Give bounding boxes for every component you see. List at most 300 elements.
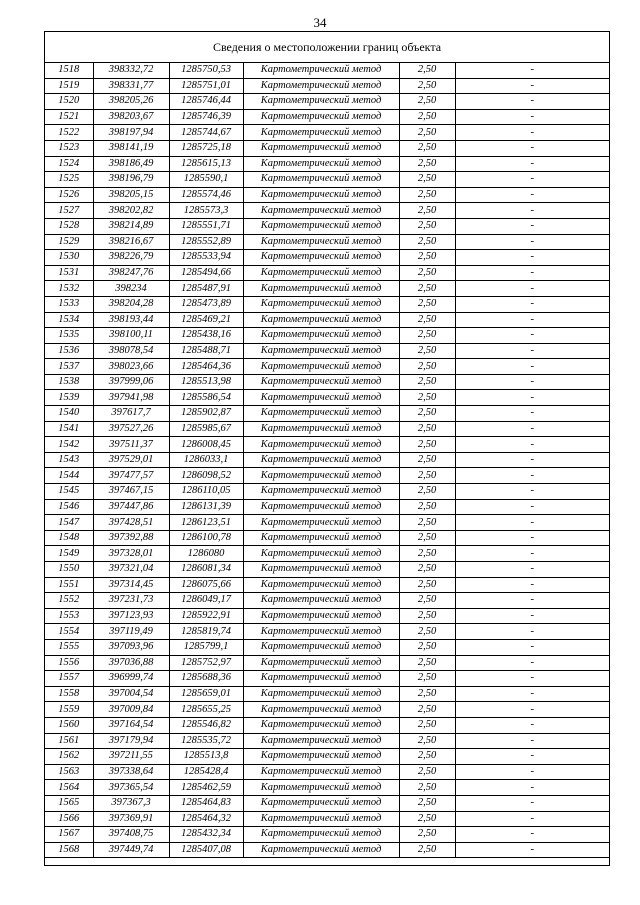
x-coordinate-cell: 397179,94: [93, 733, 169, 749]
y-coordinate-cell: 1285533,94: [169, 250, 243, 266]
note-cell: -: [455, 452, 609, 468]
table-row: [45, 686, 609, 702]
note-cell: -: [455, 639, 609, 655]
accuracy-cell: 2,50: [399, 546, 455, 562]
y-coordinate-cell: 1285573,3: [169, 203, 243, 219]
y-coordinate-cell: 1286110,05: [169, 484, 243, 500]
point-number-cell: 1524: [45, 156, 93, 172]
method-cell: Картометрический метод: [243, 827, 399, 843]
method-cell: Картометрический метод: [243, 515, 399, 531]
y-coordinate-cell: 1286123,51: [169, 515, 243, 531]
y-coordinate-cell: 1285428,4: [169, 764, 243, 780]
accuracy-cell: 2,50: [399, 437, 455, 453]
table-row: [45, 655, 609, 671]
table-row: [45, 78, 609, 94]
x-coordinate-cell: 398205,26: [93, 94, 169, 110]
method-cell: Картометрический метод: [243, 421, 399, 437]
point-number-cell: 1555: [45, 639, 93, 655]
accuracy-cell: 2,50: [399, 484, 455, 500]
accuracy-cell: 2,50: [399, 702, 455, 718]
x-coordinate-cell: 397529,01: [93, 452, 169, 468]
y-coordinate-cell: 1285464,32: [169, 811, 243, 827]
method-cell: Картометрический метод: [243, 468, 399, 484]
table-row: [45, 717, 609, 733]
y-coordinate-cell: 1285574,46: [169, 187, 243, 203]
accuracy-cell: 2,50: [399, 827, 455, 843]
accuracy-cell: 2,50: [399, 140, 455, 156]
y-coordinate-cell: 1285744,67: [169, 125, 243, 141]
note-cell: -: [455, 577, 609, 593]
note-cell: -: [455, 655, 609, 671]
method-cell: Картометрический метод: [243, 530, 399, 546]
method-cell: Картометрический метод: [243, 281, 399, 297]
method-cell: Картометрический метод: [243, 811, 399, 827]
x-coordinate-cell: 397321,04: [93, 562, 169, 578]
method-cell: Картометрический метод: [243, 312, 399, 328]
note-cell: -: [455, 827, 609, 843]
method-cell: Картометрический метод: [243, 78, 399, 94]
note-cell: -: [455, 764, 609, 780]
note-cell: -: [455, 484, 609, 500]
note-cell: -: [455, 374, 609, 390]
x-coordinate-cell: 397367,3: [93, 795, 169, 811]
note-cell: -: [455, 281, 609, 297]
accuracy-cell: 2,50: [399, 655, 455, 671]
accuracy-cell: 2,50: [399, 78, 455, 94]
x-coordinate-cell: 398204,28: [93, 296, 169, 312]
note-cell: -: [455, 468, 609, 484]
note-cell: -: [455, 265, 609, 281]
table-row: [45, 562, 609, 578]
point-number-cell: 1562: [45, 749, 93, 765]
point-number-cell: 1565: [45, 795, 93, 811]
x-coordinate-cell: 397314,45: [93, 577, 169, 593]
x-coordinate-cell: 397119,49: [93, 624, 169, 640]
x-coordinate-cell: 397231,73: [93, 593, 169, 609]
point-number-cell: 1520: [45, 94, 93, 110]
x-coordinate-cell: 397211,55: [93, 749, 169, 765]
point-number-cell: 1527: [45, 203, 93, 219]
point-number-cell: 1557: [45, 671, 93, 687]
table-row: [45, 764, 609, 780]
method-cell: Картометрический метод: [243, 172, 399, 188]
table-row: [45, 125, 609, 141]
table-row: [45, 328, 609, 344]
accuracy-cell: 2,50: [399, 795, 455, 811]
point-number-cell: 1525: [45, 172, 93, 188]
table-row: [45, 374, 609, 390]
y-coordinate-cell: 1285469,21: [169, 312, 243, 328]
point-number-cell: 1563: [45, 764, 93, 780]
note-cell: -: [455, 390, 609, 406]
y-coordinate-cell: 1285655,25: [169, 702, 243, 718]
y-coordinate-cell: 1285688,36: [169, 671, 243, 687]
accuracy-cell: 2,50: [399, 250, 455, 266]
method-cell: Картометрический метод: [243, 343, 399, 359]
y-coordinate-cell: 1285819,74: [169, 624, 243, 640]
note-cell: -: [455, 593, 609, 609]
point-number-cell: 1560: [45, 717, 93, 733]
point-number-cell: 1531: [45, 265, 93, 281]
y-coordinate-cell: 1285464,83: [169, 795, 243, 811]
x-coordinate-cell: 397511,37: [93, 437, 169, 453]
table-row: [45, 312, 609, 328]
x-coordinate-cell: 398202,82: [93, 203, 169, 219]
method-cell: Картометрический метод: [243, 374, 399, 390]
note-cell: -: [455, 749, 609, 765]
accuracy-cell: 2,50: [399, 359, 455, 375]
accuracy-cell: 2,50: [399, 515, 455, 531]
y-coordinate-cell: 1285407,08: [169, 842, 243, 858]
table-row: [45, 733, 609, 749]
y-coordinate-cell: 1285546,82: [169, 717, 243, 733]
method-cell: Картометрический метод: [243, 390, 399, 406]
x-coordinate-cell: 398100,11: [93, 328, 169, 344]
x-coordinate-cell: 397467,15: [93, 484, 169, 500]
accuracy-cell: 2,50: [399, 577, 455, 593]
y-coordinate-cell: 1286098,52: [169, 468, 243, 484]
y-coordinate-cell: 1286100,78: [169, 530, 243, 546]
method-cell: Картометрический метод: [243, 780, 399, 796]
note-cell: -: [455, 780, 609, 796]
accuracy-cell: 2,50: [399, 343, 455, 359]
accuracy-cell: 2,50: [399, 764, 455, 780]
accuracy-cell: 2,50: [399, 733, 455, 749]
accuracy-cell: 2,50: [399, 842, 455, 858]
note-cell: -: [455, 94, 609, 110]
method-cell: Картометрический метод: [243, 296, 399, 312]
point-number-cell: 1522: [45, 125, 93, 141]
accuracy-cell: 2,50: [399, 686, 455, 702]
accuracy-cell: 2,50: [399, 187, 455, 203]
accuracy-cell: 2,50: [399, 109, 455, 125]
accuracy-cell: 2,50: [399, 452, 455, 468]
point-number-cell: 1550: [45, 562, 93, 578]
method-cell: Картометрический метод: [243, 499, 399, 515]
table-row: [45, 577, 609, 593]
accuracy-cell: 2,50: [399, 328, 455, 344]
method-cell: Картометрический метод: [243, 717, 399, 733]
y-coordinate-cell: 1286033,1: [169, 452, 243, 468]
y-coordinate-cell: 1286008,45: [169, 437, 243, 453]
table-row: [45, 359, 609, 375]
table-row: [45, 187, 609, 203]
x-coordinate-cell: 398247,76: [93, 265, 169, 281]
method-cell: Картометрический метод: [243, 702, 399, 718]
point-number-cell: 1528: [45, 218, 93, 234]
table-row: [45, 530, 609, 546]
y-coordinate-cell: 1285746,39: [169, 109, 243, 125]
method-cell: Картометрический метод: [243, 94, 399, 110]
point-number-cell: 1529: [45, 234, 93, 250]
table-row: [45, 109, 609, 125]
y-coordinate-cell: 1285513,8: [169, 749, 243, 765]
table-row: [45, 749, 609, 765]
y-coordinate-cell: 1285464,36: [169, 359, 243, 375]
coordinates-table: [45, 62, 609, 858]
accuracy-cell: 2,50: [399, 608, 455, 624]
table-row: [45, 702, 609, 718]
point-number-cell: 1519: [45, 78, 93, 94]
x-coordinate-cell: 397527,26: [93, 421, 169, 437]
note-cell: -: [455, 811, 609, 827]
table-row: [45, 624, 609, 640]
table-row: [45, 406, 609, 422]
boundary-table-frame: [44, 31, 610, 866]
accuracy-cell: 2,50: [399, 265, 455, 281]
note-cell: -: [455, 406, 609, 422]
note-cell: -: [455, 109, 609, 125]
note-cell: -: [455, 156, 609, 172]
table-row: [45, 250, 609, 266]
accuracy-cell: 2,50: [399, 203, 455, 219]
method-cell: Картометрический метод: [243, 686, 399, 702]
x-coordinate-cell: 398023,66: [93, 359, 169, 375]
table-row: [45, 468, 609, 484]
table-row: [45, 390, 609, 406]
x-coordinate-cell: 397328,01: [93, 546, 169, 562]
point-number-cell: 1566: [45, 811, 93, 827]
point-number-cell: 1541: [45, 421, 93, 437]
x-coordinate-cell: 397408,75: [93, 827, 169, 843]
point-number-cell: 1559: [45, 702, 93, 718]
y-coordinate-cell: 1285922,91: [169, 608, 243, 624]
note-cell: -: [455, 842, 609, 858]
y-coordinate-cell: 1285535,72: [169, 733, 243, 749]
point-number-cell: 1540: [45, 406, 93, 422]
table-row: [45, 218, 609, 234]
note-cell: -: [455, 234, 609, 250]
x-coordinate-cell: 397477,57: [93, 468, 169, 484]
note-cell: -: [455, 686, 609, 702]
accuracy-cell: 2,50: [399, 94, 455, 110]
method-cell: Картометрический метод: [243, 187, 399, 203]
accuracy-cell: 2,50: [399, 671, 455, 687]
y-coordinate-cell: 1285750,53: [169, 63, 243, 79]
x-coordinate-cell: 398216,67: [93, 234, 169, 250]
accuracy-cell: 2,50: [399, 530, 455, 546]
accuracy-cell: 2,50: [399, 562, 455, 578]
point-number-cell: 1530: [45, 250, 93, 266]
method-cell: Картометрический метод: [243, 624, 399, 640]
x-coordinate-cell: 397164,54: [93, 717, 169, 733]
y-coordinate-cell: 1285902,87: [169, 406, 243, 422]
x-coordinate-cell: 398078,54: [93, 343, 169, 359]
method-cell: Картометрический метод: [243, 546, 399, 562]
note-cell: -: [455, 437, 609, 453]
point-number-cell: 1521: [45, 109, 93, 125]
method-cell: Картометрический метод: [243, 156, 399, 172]
table-row: [45, 484, 609, 500]
table-row: [45, 94, 609, 110]
point-number-cell: 1534: [45, 312, 93, 328]
accuracy-cell: 2,50: [399, 717, 455, 733]
accuracy-cell: 2,50: [399, 63, 455, 79]
note-cell: -: [455, 546, 609, 562]
x-coordinate-cell: 397369,91: [93, 811, 169, 827]
point-number-cell: 1561: [45, 733, 93, 749]
point-number-cell: 1523: [45, 140, 93, 156]
point-number-cell: 1532: [45, 281, 93, 297]
accuracy-cell: 2,50: [399, 281, 455, 297]
point-number-cell: 1547: [45, 515, 93, 531]
note-cell: -: [455, 63, 609, 79]
x-coordinate-cell: 398214,89: [93, 218, 169, 234]
method-cell: Картометрический метод: [243, 109, 399, 125]
note-cell: -: [455, 78, 609, 94]
x-coordinate-cell: 398331,77: [93, 78, 169, 94]
point-number-cell: 1549: [45, 546, 93, 562]
point-number-cell: 1535: [45, 328, 93, 344]
y-coordinate-cell: 1285746,44: [169, 94, 243, 110]
accuracy-cell: 2,50: [399, 125, 455, 141]
accuracy-cell: 2,50: [399, 406, 455, 422]
table-row: [45, 63, 609, 79]
table-row: [45, 140, 609, 156]
accuracy-cell: 2,50: [399, 172, 455, 188]
point-number-cell: 1537: [45, 359, 93, 375]
accuracy-cell: 2,50: [399, 312, 455, 328]
point-number-cell: 1567: [45, 827, 93, 843]
table-row: [45, 546, 609, 562]
table-row: [45, 639, 609, 655]
y-coordinate-cell: 1285725,18: [169, 140, 243, 156]
y-coordinate-cell: 1286081,34: [169, 562, 243, 578]
x-coordinate-cell: 397941,98: [93, 390, 169, 406]
method-cell: Картометрический метод: [243, 608, 399, 624]
accuracy-cell: 2,50: [399, 499, 455, 515]
method-cell: Картометрический метод: [243, 328, 399, 344]
x-coordinate-cell: 398197,94: [93, 125, 169, 141]
y-coordinate-cell: 1285799,1: [169, 639, 243, 655]
note-cell: -: [455, 125, 609, 141]
method-cell: Картометрический метод: [243, 250, 399, 266]
method-cell: Картометрический метод: [243, 437, 399, 453]
x-coordinate-cell: 398205,15: [93, 187, 169, 203]
table-row: [45, 515, 609, 531]
x-coordinate-cell: 398226,79: [93, 250, 169, 266]
accuracy-cell: 2,50: [399, 749, 455, 765]
table-row: [45, 203, 609, 219]
y-coordinate-cell: 1285551,71: [169, 218, 243, 234]
y-coordinate-cell: 1285473,89: [169, 296, 243, 312]
x-coordinate-cell: 397617,7: [93, 406, 169, 422]
point-number-cell: 1545: [45, 484, 93, 500]
note-cell: -: [455, 359, 609, 375]
note-cell: -: [455, 312, 609, 328]
x-coordinate-cell: 396999,74: [93, 671, 169, 687]
method-cell: Картометрический метод: [243, 655, 399, 671]
note-cell: -: [455, 717, 609, 733]
accuracy-cell: 2,50: [399, 390, 455, 406]
note-cell: -: [455, 421, 609, 437]
y-coordinate-cell: 1285462,59: [169, 780, 243, 796]
note-cell: -: [455, 328, 609, 344]
table-row: [45, 343, 609, 359]
y-coordinate-cell: 1285752,97: [169, 655, 243, 671]
coordinates-table-body: [45, 63, 609, 858]
y-coordinate-cell: 1285751,01: [169, 78, 243, 94]
method-cell: Картометрический метод: [243, 577, 399, 593]
y-coordinate-cell: 1285513,98: [169, 374, 243, 390]
x-coordinate-cell: 397093,96: [93, 639, 169, 655]
table-row: [45, 265, 609, 281]
y-coordinate-cell: 1286131,39: [169, 499, 243, 515]
x-coordinate-cell: 397447,86: [93, 499, 169, 515]
accuracy-cell: 2,50: [399, 234, 455, 250]
method-cell: Картометрический метод: [243, 63, 399, 79]
method-cell: Картометрический метод: [243, 733, 399, 749]
note-cell: -: [455, 218, 609, 234]
accuracy-cell: 2,50: [399, 639, 455, 655]
x-coordinate-cell: 397428,51: [93, 515, 169, 531]
point-number-cell: 1551: [45, 577, 93, 593]
x-coordinate-cell: 398141,19: [93, 140, 169, 156]
table-row: [45, 671, 609, 687]
accuracy-cell: 2,50: [399, 296, 455, 312]
x-coordinate-cell: 397392,88: [93, 530, 169, 546]
point-number-cell: 1526: [45, 187, 93, 203]
y-coordinate-cell: 1285586,54: [169, 390, 243, 406]
note-cell: -: [455, 140, 609, 156]
x-coordinate-cell: 397999,06: [93, 374, 169, 390]
note-cell: -: [455, 608, 609, 624]
x-coordinate-cell: 397009,84: [93, 702, 169, 718]
y-coordinate-cell: 1285552,89: [169, 234, 243, 250]
table-row: [45, 593, 609, 609]
table-row: [45, 827, 609, 843]
method-cell: Картометрический метод: [243, 671, 399, 687]
note-cell: -: [455, 515, 609, 531]
method-cell: Картометрический метод: [243, 593, 399, 609]
point-number-cell: 1554: [45, 624, 93, 640]
y-coordinate-cell: 1285432,34: [169, 827, 243, 843]
method-cell: Картометрический метод: [243, 203, 399, 219]
note-cell: -: [455, 343, 609, 359]
table-row: [45, 780, 609, 796]
y-coordinate-cell: 1285438,16: [169, 328, 243, 344]
x-coordinate-cell: 397123,93: [93, 608, 169, 624]
y-coordinate-cell: 1285487,91: [169, 281, 243, 297]
method-cell: Картометрический метод: [243, 764, 399, 780]
note-cell: -: [455, 499, 609, 515]
x-coordinate-cell: 397365,54: [93, 780, 169, 796]
accuracy-cell: 2,50: [399, 218, 455, 234]
note-cell: -: [455, 203, 609, 219]
x-coordinate-cell: 397036,88: [93, 655, 169, 671]
note-cell: -: [455, 671, 609, 687]
point-number-cell: 1564: [45, 780, 93, 796]
note-cell: -: [455, 733, 609, 749]
method-cell: Картометрический метод: [243, 639, 399, 655]
table-row: [45, 608, 609, 624]
x-coordinate-cell: 397004,54: [93, 686, 169, 702]
method-cell: Картометрический метод: [243, 452, 399, 468]
x-coordinate-cell: 398193,44: [93, 312, 169, 328]
note-cell: -: [455, 624, 609, 640]
point-number-cell: 1536: [45, 343, 93, 359]
table-row: [45, 421, 609, 437]
page-number: 34: [313, 15, 327, 30]
table-row: [45, 296, 609, 312]
note-cell: -: [455, 187, 609, 203]
method-cell: Картометрический метод: [243, 842, 399, 858]
x-coordinate-cell: 397338,64: [93, 764, 169, 780]
point-number-cell: 1542: [45, 437, 93, 453]
x-coordinate-cell: 398234: [93, 281, 169, 297]
x-coordinate-cell: 398332,72: [93, 63, 169, 79]
note-cell: -: [455, 172, 609, 188]
